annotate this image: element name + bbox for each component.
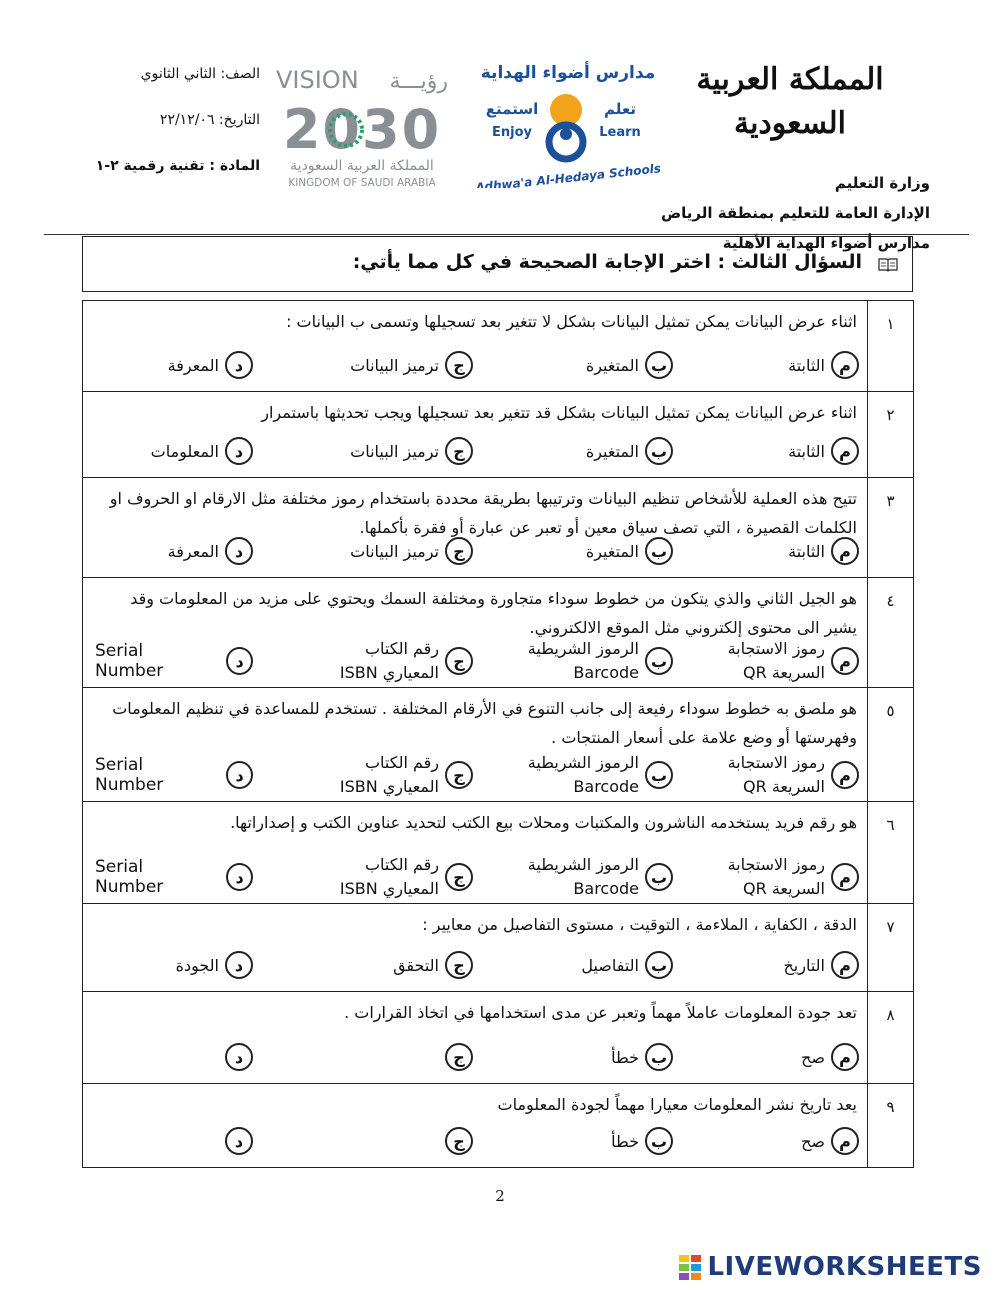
liveworksheets-logo-icon [679, 1255, 701, 1280]
answer-options [95, 345, 863, 385]
answer-option[interactable] [728, 755, 859, 795]
answer-option[interactable] [439, 1121, 473, 1161]
subject-label: المادة : تقنية رقمية ٢-١ [95, 158, 260, 174]
book-icon [878, 257, 898, 272]
answer-option[interactable] [340, 641, 473, 681]
answer-options [95, 945, 863, 985]
school-logo [468, 58, 668, 188]
option-letter-circle[interactable]: ب [645, 863, 673, 891]
answer-option[interactable] [611, 1037, 673, 1077]
option-letter-circle[interactable]: ب [645, 351, 673, 379]
grade-label: الصف: الثاني الثانوي [140, 66, 260, 82]
answer-option[interactable] [350, 531, 473, 571]
option-letter-circle[interactable]: د [225, 951, 253, 979]
option-letter-circle[interactable]: ج [445, 1043, 473, 1071]
logo-learn-en: Learn [599, 125, 641, 140]
answer-options [95, 641, 863, 681]
question-text: هو الجيل الثاني والذي يتكون من خطوط سوداء متجاورة ومختلفة السمك ويحتوي على مزيد من المعلومات وقد يشير الى محتوى إلكتروني مثل الموقع الالكتروني. [130, 589, 857, 637]
answer-option[interactable] [611, 1121, 673, 1161]
question-text: الدقة ، الكفاية ، الملاءمة ، التوقيت ، مستوى التفاصيل من معايير : [422, 915, 857, 934]
answer-options [95, 1037, 863, 1077]
school-name: مدارس أضواء الهداية الأهلية [722, 234, 930, 252]
question-text: تتيح هذه العملية للأشخاص تنظيم البيانات وترتيبها بطريقة محددة باستخدام رموز مختلفة مثل الارقام او الحروف او الكلمات القصيرة ، التي تصف سياق معين أو تعبر عن عبارة أو فقرة بأكملها. [109, 489, 857, 537]
option-label: خطأ [611, 1131, 639, 1151]
question-number: ٥ [867, 688, 913, 801]
answer-option[interactable] [340, 857, 473, 897]
option-letter-circle[interactable]: ب [645, 1043, 673, 1071]
answer-options [95, 531, 863, 571]
option-label: الثابتة [788, 355, 825, 375]
option-label-line2: Barcode [573, 663, 639, 682]
option-letter-circle[interactable]: ج [445, 537, 473, 565]
question-row [83, 687, 913, 801]
option-label-line1: رموز الاستجابة [727, 639, 825, 658]
option-letter-circle[interactable]: ج [445, 761, 473, 789]
liveworksheets-brand [679, 1252, 982, 1282]
option-letter-circle[interactable]: ج [445, 647, 473, 675]
option-letter-circle[interactable]: د [226, 647, 253, 675]
option-label: ترميز البيانات [350, 355, 439, 375]
answer-option[interactable] [350, 431, 473, 471]
question-text: اثناء عرض البيانات يمكن تمثيل البيانات بشكل لا تتغير بعد تسجيلها وتسمى ب البيانات : [286, 312, 857, 331]
answer-option[interactable] [788, 531, 859, 571]
answer-option[interactable] [801, 1121, 859, 1161]
option-letter-circle[interactable]: ب [645, 1127, 673, 1155]
answer-options [95, 755, 863, 795]
header-ministry-block [650, 58, 930, 258]
answer-option[interactable] [95, 755, 253, 795]
logo-school-name-ar: مدارس أضواء الهداية [480, 63, 656, 83]
question-row [83, 903, 913, 991]
ministry-name: وزارة التعليم [834, 174, 930, 192]
liveworksheets-wordmark: LIVEWORKSHEETS [707, 1252, 982, 1282]
option-letter-circle[interactable]: م [831, 537, 859, 565]
question-text: هو ملصق به خطوط سوداء رفيعة إلى جانب التنوع في الأرقام المختلفة . تستخدم للمساعدة في تنظيم المعلومات وفهرستها أو وضع علامة على أسعار المنتجات . [112, 699, 857, 747]
answer-option[interactable] [788, 431, 859, 471]
questions-table [82, 300, 914, 1168]
date-label: التاريخ: ٢٢/١٢/٠٦ [159, 112, 260, 128]
answer-option[interactable] [586, 345, 673, 385]
option-label-line1: رموز الاستجابة [727, 753, 825, 772]
answer-option[interactable] [439, 1037, 473, 1077]
option-label: الجودة [175, 955, 219, 975]
option-letter-circle[interactable]: ب [645, 647, 673, 675]
option-letter-circle[interactable]: ب [645, 537, 673, 565]
option-label-line1: رقم الكتاب [364, 855, 439, 874]
option-label: التحقق [393, 955, 439, 975]
answer-option[interactable] [528, 857, 673, 897]
option-letter-circle[interactable]: م [831, 647, 859, 675]
question-text: هو رقم فريد يستخدمه الناشرون والمكتبات ومحلات بيع الكتب لتحديد عناوين الكتب و إصداراتها. [230, 813, 857, 832]
option-label: المعرفة [167, 355, 219, 375]
option-label: الثابتة [788, 541, 825, 561]
option-label: Serial Number [95, 857, 164, 897]
admin-name: الإدارة العامة للتعليم بمنطقة الرياض [660, 204, 930, 222]
option-label-line1: الرموز الشريطية [527, 855, 639, 874]
option-label: Serial Number [95, 641, 164, 681]
option-letter-circle[interactable]: ب [645, 951, 673, 979]
option-label: المتغيرة [585, 355, 639, 375]
option-label: الثابتة [788, 441, 825, 461]
question-row [83, 477, 913, 577]
answer-option[interactable] [219, 1121, 253, 1161]
answer-option[interactable] [801, 1037, 859, 1077]
option-label: التاريخ [783, 955, 825, 975]
option-label: المتغيرة [585, 541, 639, 561]
option-letter-circle[interactable]: م [831, 437, 859, 465]
question-number: ٩ [867, 1084, 913, 1167]
answer-option[interactable] [788, 345, 859, 385]
option-label: ترميز البيانات [350, 441, 439, 461]
answer-option[interactable] [783, 945, 859, 985]
header-divider [44, 234, 969, 235]
question-number: ٦ [867, 802, 913, 903]
question-row [83, 991, 913, 1083]
logo-enjoy-en: Enjoy [492, 125, 532, 140]
answer-option[interactable] [340, 755, 473, 795]
option-letter-circle[interactable]: ج [445, 951, 473, 979]
answer-option[interactable] [151, 431, 253, 471]
option-label: صح [801, 1047, 825, 1067]
question-number: ٣ [867, 478, 913, 577]
option-label-line2: Barcode [573, 879, 639, 898]
logo-learn-ar: تعلم [604, 100, 636, 118]
option-letter-circle[interactable]: د [225, 537, 253, 565]
ruya-word: رؤيـــة [389, 69, 448, 94]
option-letter-circle[interactable]: م [831, 1043, 859, 1071]
option-label: التفاصيل [581, 955, 639, 975]
option-label-line1: الرموز الشريطية [527, 639, 639, 658]
question-row [83, 801, 913, 903]
logo-enjoy-ar: استمتع [485, 100, 539, 118]
option-label-line2: السريعة QR [743, 879, 825, 898]
option-label: المعرفة [167, 541, 219, 561]
option-label: خطأ [611, 1047, 639, 1067]
option-letter-circle[interactable]: د [226, 761, 253, 789]
option-letter-circle[interactable]: د [226, 863, 253, 891]
question-number: ٨ [867, 992, 913, 1083]
question-number: ٧ [867, 904, 913, 991]
answer-option[interactable] [219, 1037, 253, 1077]
question-row [83, 1083, 913, 1167]
option-label: ترميز البيانات [350, 541, 439, 561]
option-label: المعلومات [150, 441, 219, 461]
question-row [83, 301, 913, 391]
option-label: المتغيرة [585, 441, 639, 461]
answer-option[interactable] [528, 641, 673, 681]
answer-option[interactable] [95, 857, 253, 897]
option-label-line1: رقم الكتاب [364, 639, 439, 658]
question-text: اثناء عرض البيانات يمكن تمثيل البيانات بشكل قد تتغير بعد تسجيلها ويجب تحديثها باستمرار [261, 403, 857, 422]
option-letter-circle[interactable]: ب [645, 761, 673, 789]
answer-option[interactable] [168, 531, 253, 571]
vision-2030-logo [272, 62, 452, 192]
answer-options [95, 857, 863, 897]
option-label: Serial Number [95, 755, 164, 795]
option-letter-circle[interactable]: م [831, 761, 859, 789]
option-label-line2: السريعة QR [743, 777, 825, 796]
option-letter-circle[interactable]: ج [445, 437, 473, 465]
option-label-line2: المعياري ISBN [339, 777, 439, 796]
question-text: تعد جودة المعلومات عاملاً مهماً وتعبر عن مدى استخدامها في اتخاذ القرارات . [344, 1003, 857, 1022]
vision-kingdom-en: KINGDOM OF SAUDI ARABIA [288, 177, 436, 189]
option-label-line2: السريعة QR [743, 663, 825, 682]
option-label-line2: المعياري ISBN [339, 663, 439, 682]
question-row [83, 577, 913, 687]
option-label-line2: المعياري ISBN [339, 879, 439, 898]
option-letter-circle[interactable]: م [831, 1127, 859, 1155]
option-letter-circle[interactable]: ب [645, 437, 673, 465]
answer-option[interactable] [350, 345, 473, 385]
option-label-line2: Barcode [573, 777, 639, 796]
answer-option[interactable] [586, 431, 673, 471]
option-letter-circle[interactable]: ج [445, 863, 473, 891]
answer-option[interactable] [176, 945, 253, 985]
answer-option[interactable] [393, 945, 473, 985]
option-letter-circle[interactable]: م [831, 951, 859, 979]
logo-school-name-en: Adhwa'a Al-Hedaya Schools [474, 161, 662, 188]
option-letter-circle[interactable]: ج [445, 1127, 473, 1155]
option-letter-circle[interactable]: د [225, 351, 253, 379]
option-letter-circle[interactable]: م [831, 351, 859, 379]
question-number: ٢ [867, 392, 913, 477]
answer-options [95, 431, 863, 471]
answer-option[interactable] [728, 857, 859, 897]
vision-kingdom-ar: المملكة العربية السعودية [290, 158, 434, 174]
question-number: ٤ [867, 578, 913, 687]
option-letter-circle[interactable]: د [225, 1127, 253, 1155]
answer-option[interactable] [528, 755, 673, 795]
page-number: 2 [495, 1187, 505, 1205]
answer-option[interactable] [581, 945, 673, 985]
option-letter-circle[interactable]: د [225, 1043, 253, 1071]
answer-option[interactable] [95, 641, 253, 681]
question-text: يعد تاريخ نشر المعلومات معيارا مهماً لجودة المعلومات [497, 1095, 857, 1114]
option-label: صح [801, 1131, 825, 1151]
vision-word: VISION [276, 66, 359, 94]
kingdom-calligraphy: المملكة العربية السعودية [696, 62, 884, 141]
question-title-box [82, 236, 913, 292]
option-label-line1: رقم الكتاب [364, 753, 439, 772]
option-letter-circle[interactable]: ج [445, 351, 473, 379]
option-letter-circle[interactable]: د [225, 437, 253, 465]
option-label-line1: رموز الاستجابة [727, 855, 825, 874]
question-number: ١ [867, 301, 913, 391]
question-title: السؤال الثالث : اختر الإجابة الصحيحة في كل مما يأتي: [352, 251, 862, 273]
answer-option[interactable] [728, 641, 859, 681]
answer-option[interactable] [168, 345, 253, 385]
answer-options [95, 1121, 863, 1161]
option-label-line1: الرموز الشريطية [527, 753, 639, 772]
header-info-block [90, 62, 260, 178]
answer-option[interactable] [586, 531, 673, 571]
question-row [83, 391, 913, 477]
vision-year: 2030 [282, 98, 442, 161]
option-letter-circle[interactable]: م [831, 863, 859, 891]
